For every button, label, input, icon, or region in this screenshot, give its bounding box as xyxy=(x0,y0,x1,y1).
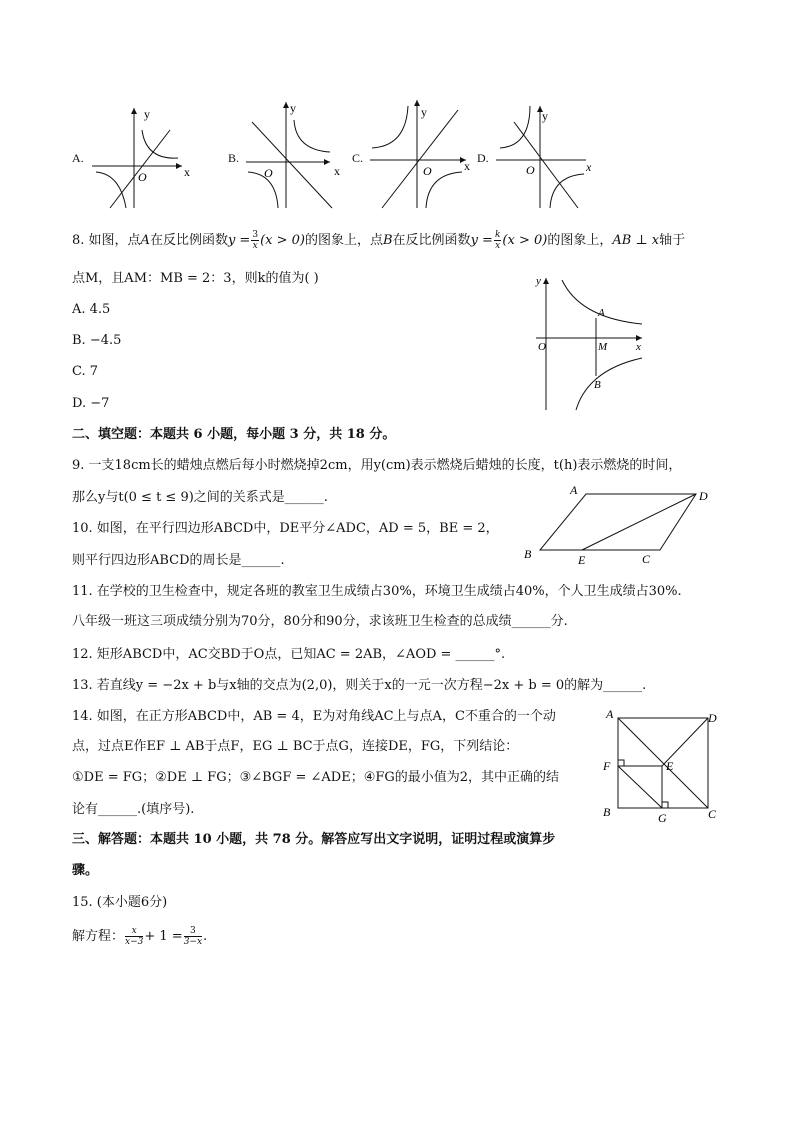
label-m: M xyxy=(598,341,608,353)
q14-figure xyxy=(598,706,728,826)
label-e: E xyxy=(666,759,674,773)
q7-option-d-label[interactable]: D. xyxy=(477,151,489,165)
hyperbola-branch-2 xyxy=(96,172,126,208)
label-c: C xyxy=(708,807,717,821)
fraction-3-over-x: $\frac{3}{x}$ xyxy=(252,230,259,251)
q8-line2: 点M，且AM：MB = 2：3，则k的值为( ) xyxy=(72,271,319,286)
label-a: A xyxy=(570,483,578,497)
label-c: C xyxy=(642,552,651,566)
q7-graph-d xyxy=(494,100,604,210)
axis-x-label: x xyxy=(586,160,592,174)
hyperbola-branch-1 xyxy=(372,106,408,148)
q8-choice-c[interactable]: C. 7 xyxy=(72,364,99,379)
q8-choice-d[interactable]: D. −7 xyxy=(72,396,110,411)
label-e: E xyxy=(578,553,586,567)
q10-line1: 10. 如图，在平行四边形ABCD中，DE平分∠ADC，AD = 5，BE = 2， xyxy=(72,521,499,536)
section3-line2: 骤。 xyxy=(72,863,99,878)
label-o: O xyxy=(538,341,546,353)
hyperbola-branch-1 xyxy=(294,120,330,152)
hyperbola-branch-2 xyxy=(550,174,584,208)
x-arrow xyxy=(176,163,182,169)
q11-line2: 八年级一班这三项成绩分别为70分，80分和90分，求该班卫生检查的总成绩______分. xyxy=(72,614,568,629)
q8-choice-a[interactable]: A. 4.5 xyxy=(72,302,111,317)
line-graph xyxy=(110,130,170,208)
q7-option-c-label[interactable]: C. xyxy=(352,151,364,165)
fraction-k-over-x: $\frac{k}{x}$ xyxy=(494,230,501,251)
label-x: x xyxy=(636,341,641,353)
label-g: G xyxy=(658,811,667,825)
axis-y-label: y xyxy=(144,107,150,121)
q14-line1: 14. 如图，在正方形ABCD中，AB = 4，E为对角线AC上与点A，C不重合的一个动 xyxy=(72,709,556,724)
label-d: D xyxy=(708,711,717,725)
axis-x-label: x xyxy=(184,165,190,179)
section2-title: 二、填空题：本题共 6 小题，每小题 3 分，共 18 分。 xyxy=(72,427,396,442)
origin-label: O xyxy=(264,166,273,180)
segment-de xyxy=(582,494,696,550)
q15-equation: 解方程： $\frac{x}{x-3}$ + 1 = $\frac{3}{3-x}$ . xyxy=(72,926,208,947)
y-arrow xyxy=(414,100,420,106)
label-y: y xyxy=(536,275,541,287)
q10-line2: 则平行四边形ABCD的周长是______. xyxy=(72,553,285,568)
q15-title: 15. (本小题6分) xyxy=(72,895,168,910)
q14-line4: 论有______.(填序号). xyxy=(72,802,195,817)
line-graph xyxy=(252,122,332,208)
x-arrow xyxy=(324,159,330,165)
label-b: B xyxy=(594,379,601,391)
q7-graph-b xyxy=(244,100,354,210)
curve-y-k-over-x xyxy=(576,358,642,410)
right-angle-mark-f xyxy=(618,760,624,766)
y-arrow xyxy=(283,102,289,108)
hyperbola-branch-1 xyxy=(500,106,530,148)
parallelogram-abcd xyxy=(540,494,696,550)
line-graph xyxy=(382,110,458,208)
label-a: A xyxy=(606,707,614,721)
axis-x-label: x xyxy=(334,164,340,178)
axis-y-label: y xyxy=(542,109,548,123)
origin-label: O xyxy=(423,164,432,178)
segment-fg xyxy=(618,766,662,808)
q7-option-b-label[interactable]: B. xyxy=(228,151,240,165)
hyperbola-branch-2 xyxy=(248,172,278,208)
fraction-x-over-x-minus-3: $\frac{x}{x-3}$ xyxy=(125,926,144,947)
q9-line2: 那么y与t(0 ≤ t ≤ 9)之间的关系式是______. xyxy=(72,490,328,505)
label-b: B xyxy=(524,547,532,561)
label-a: A xyxy=(598,307,605,319)
q8-choice-b[interactable]: B. −4.5 xyxy=(72,333,122,348)
q7-graph-c xyxy=(368,100,478,210)
q7-option-a-label[interactable]: A. xyxy=(72,151,84,165)
origin-label: O xyxy=(526,163,535,177)
q8-line1: 8. 如图，点A在反比例函数y = $\frac{3}{x}$ (x > 0)的图象上，点B在反比例函数y = $\frac{k}{x}$ (x > 0)的图象上，AB ⊥ x轴于 xyxy=(72,230,686,251)
q14-line2: 点，过点E作EF ⊥ AB于点F，EG ⊥ BC于点G，连接DE，FG，下列结论： xyxy=(72,739,519,754)
q8-figure xyxy=(532,272,652,412)
axis-y-label: y xyxy=(421,105,427,119)
q11-line1: 11. 在学校的卫生检查中，规定各班的教室卫生成绩占30%，环境卫生成绩占40%，个人卫生成绩占30%. xyxy=(72,584,682,599)
q9-line1: 9. 一支18cm长的蜡烛点燃后每小时燃烧掉2cm，用y(cm)表示燃烧后蜡烛的长度，t(h)表示燃烧的时间， xyxy=(72,458,682,473)
hyperbola-branch-1 xyxy=(142,130,178,158)
q7-graph-a xyxy=(90,100,200,210)
y-arrow xyxy=(543,278,549,284)
right-angle-mark-g xyxy=(662,802,668,808)
label-d: D xyxy=(699,489,708,503)
axis-y-label: y xyxy=(290,101,296,115)
y-arrow xyxy=(131,108,137,114)
q13-line1: 13. 若直线y = −2x + b与x轴的交点为(2,0)，则关于x的一元一次方程−2x + b = 0的解为______. xyxy=(72,678,647,693)
q12-line1: 12. 矩形ABCD中，AC交BD于O点，已知AC = 2AB，∠AOD = ______°. xyxy=(72,647,506,662)
fraction-3-over-3-minus-x: $\frac{3}{3-x}$ xyxy=(183,926,203,947)
q14-line3: ①DE = FG；②DE ⊥ FG；③∠BGF = ∠ADE；④FG的最小值为2，其中正确的结 xyxy=(72,770,560,785)
label-b: B xyxy=(603,805,611,819)
section3-line1: 三、解答题：本题共 10 小题，共 78 分。解答应写出文字说明，证明过程或演算步 xyxy=(72,832,556,847)
label-f: F xyxy=(603,759,611,773)
origin-label: O xyxy=(138,170,147,184)
axis-x-label: x xyxy=(464,159,470,173)
q10-figure xyxy=(520,482,720,568)
